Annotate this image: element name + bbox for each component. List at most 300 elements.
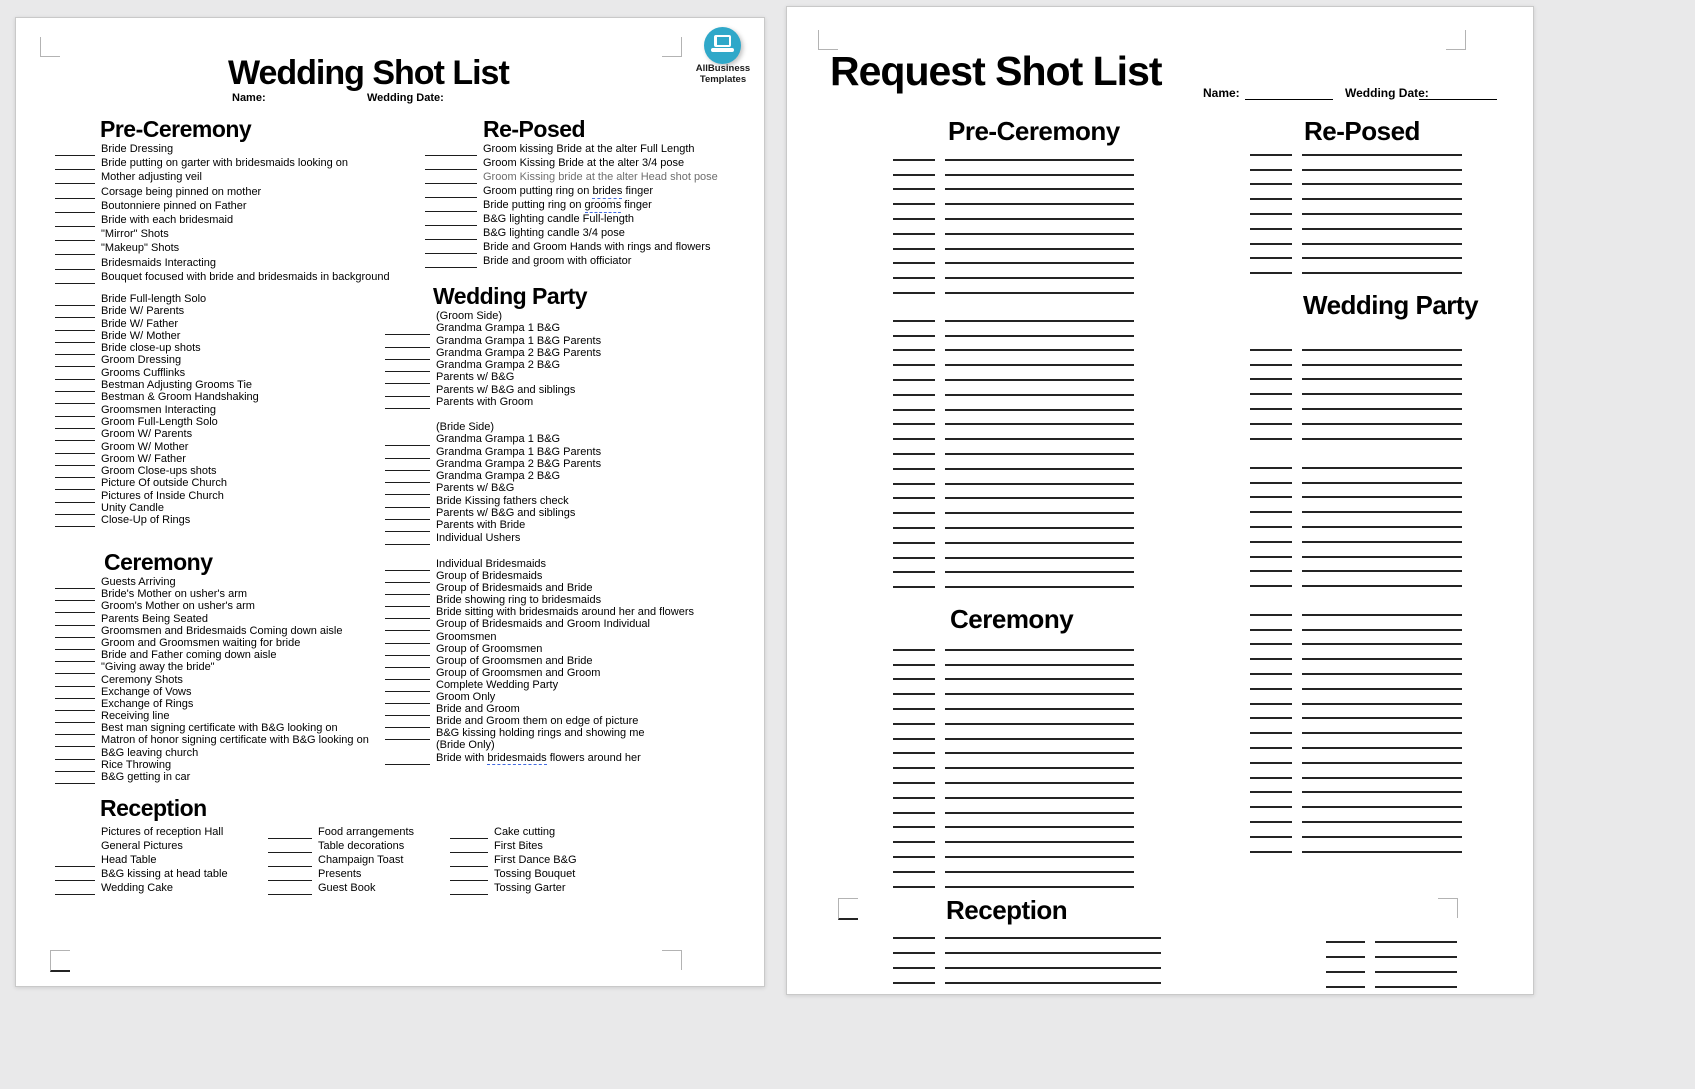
checklist-item-label: Parents w/ B&G <box>436 371 515 384</box>
write-in-blank-line <box>945 540 1134 544</box>
write-in-blank-line <box>1375 984 1457 988</box>
check-blank-line <box>893 691 935 695</box>
checklist-item-label: Groom Kissing Bride at the alter 3/4 pose <box>483 157 685 169</box>
check-blank-line <box>893 525 935 529</box>
check-blank-line <box>1250 347 1292 351</box>
checklist-item-label: Groom W/ Mother <box>101 440 189 453</box>
check-blank-line <box>425 196 477 198</box>
write-in-blank-line <box>945 691 1134 695</box>
blank-row <box>893 651 1134 666</box>
check-blank-line <box>55 758 95 760</box>
check-blank-line <box>1250 760 1292 764</box>
checklist-item-label: Bride putting ring on grooms finger <box>483 199 652 211</box>
blank-row <box>1326 958 1457 973</box>
blank-row <box>1250 572 1462 587</box>
re-posed-list <box>425 144 718 270</box>
blank-row <box>893 381 1134 396</box>
write-in-blank-line <box>1302 671 1462 675</box>
checklist-row <box>268 883 414 897</box>
checklist-item-label: Bride showing ring to bridesmaids <box>436 594 602 607</box>
checklist-item-label: Guest Book <box>318 882 376 894</box>
check-blank-line <box>893 980 935 984</box>
text-boundary-mark <box>662 37 682 57</box>
write-in-blank-line <box>945 172 1134 176</box>
blank-row <box>893 337 1134 352</box>
laptop-icon <box>714 35 731 47</box>
blank-row <box>1250 660 1462 675</box>
checklist-row <box>385 372 601 384</box>
write-in-blank-line <box>1302 656 1462 660</box>
checklist-item-label: Parents w/ B&G and siblings <box>436 383 576 396</box>
write-in-blank-line <box>1302 494 1462 498</box>
check-blank-line <box>893 950 935 954</box>
check-blank-line <box>385 543 430 545</box>
checklist-item-label: Bride with bridesmaids flowers around her <box>436 751 641 764</box>
check-blank-line <box>893 172 935 176</box>
checklist-item-label: Grooms Cufflinks <box>101 366 186 379</box>
blank-row <box>1250 690 1462 705</box>
check-blank-line <box>425 238 477 240</box>
check-blank-line <box>893 584 935 588</box>
checklist-item-label: Groomsmen <box>436 630 497 643</box>
check-blank-line <box>425 154 477 156</box>
blank-row <box>893 636 1134 651</box>
check-blank-line <box>1250 701 1292 705</box>
write-in-blank-line <box>1302 760 1462 764</box>
check-blank-line <box>425 252 477 254</box>
check-blank-line <box>893 318 935 322</box>
blank-row <box>893 440 1134 455</box>
blank-row <box>893 710 1134 725</box>
write-in-blank-line <box>1302 686 1462 690</box>
checklist-item-label: Parents Being Seated <box>101 612 209 625</box>
blank-row <box>1326 928 1457 943</box>
blank-row <box>893 396 1134 411</box>
blank-row <box>893 176 1134 191</box>
checklist-item-label: B&G lighting candle Full-length <box>483 213 635 225</box>
write-in-blank-line <box>945 854 1134 858</box>
section-header-reception: Reception <box>946 895 1068 925</box>
write-in-blank-line <box>1302 480 1462 484</box>
blank-row <box>893 205 1134 220</box>
checklist-row <box>425 186 718 200</box>
checklist-row <box>55 158 390 172</box>
check-blank-line <box>450 865 488 867</box>
checklist-item-label: Pictures of Inside Church <box>101 489 224 502</box>
check-blank-line <box>55 402 95 404</box>
wedding-date-label: Wedding Date: <box>1345 86 1429 100</box>
blank-row <box>1250 141 1462 156</box>
check-blank-line <box>385 702 430 704</box>
checklist-item-label: Head Table <box>101 854 157 866</box>
write-in-blank-line <box>1302 391 1462 395</box>
checklist-item-label: Group of Bridesmaids and Groom Individual <box>436 618 650 631</box>
blank-row <box>893 559 1134 574</box>
check-blank-line <box>385 726 430 728</box>
checklist-row <box>55 187 390 201</box>
checklist-item-label: Ceremony Shots <box>101 673 183 686</box>
write-in-blank-line <box>945 186 1134 190</box>
text-boundary-mark <box>1438 898 1458 918</box>
checklist-row <box>55 201 390 215</box>
check-blank-line <box>893 569 935 573</box>
blank-row <box>893 924 1161 939</box>
checklist-item-label: B&G lighting candle 3/4 pose <box>483 227 625 239</box>
check-blank-line <box>1250 834 1292 838</box>
blank-block-wedding-party-3 <box>1250 601 1462 853</box>
name-label: Name: <box>1203 86 1240 100</box>
checklist-item-label: Groom's Mother on usher's arm <box>101 600 255 613</box>
text-boundary-mark <box>818 30 838 50</box>
checklist-row <box>55 258 390 272</box>
write-in-blank-line <box>1302 255 1462 259</box>
checklist-item-label: Close-Up of Rings <box>101 514 191 527</box>
write-in-blank-line <box>945 584 1134 588</box>
checklist-item-label: Grandma Grampa 1 B&G Parents <box>436 334 602 347</box>
check-blank-line <box>55 488 95 490</box>
write-in-blank-line <box>945 407 1134 411</box>
check-blank-line <box>385 714 430 716</box>
checklist-item-label: Table decorations <box>318 840 405 852</box>
write-in-blank-line <box>1302 167 1462 171</box>
blank-row <box>893 725 1134 740</box>
check-blank-line <box>1250 819 1292 823</box>
blank-row <box>1250 245 1462 260</box>
checklist-row <box>425 256 718 270</box>
blank-row <box>1250 543 1462 558</box>
blank-row <box>1250 395 1462 410</box>
write-in-blank-line <box>1302 554 1462 558</box>
blank-block-reception-right <box>1326 928 1457 988</box>
check-blank-line <box>385 593 430 595</box>
blank-row <box>893 235 1134 250</box>
check-blank-line <box>385 382 430 384</box>
blank-block-reception-left <box>893 924 1161 984</box>
check-blank-line <box>1326 939 1365 943</box>
blank-row <box>893 544 1134 559</box>
checklist-item-label: (Groom Side) <box>436 310 503 322</box>
write-in-blank-line <box>945 525 1134 529</box>
check-blank-line <box>1250 241 1292 245</box>
checklist-item-label: Parents w/ B&G and siblings <box>436 507 576 520</box>
write-in-blank-line <box>945 246 1134 250</box>
check-blank-line <box>893 647 935 651</box>
blank-row <box>1250 469 1462 484</box>
check-blank-line <box>1250 612 1292 616</box>
write-in-blank-line <box>945 706 1134 710</box>
checklist-row <box>268 841 414 855</box>
checklist-row <box>385 323 601 335</box>
check-blank-line <box>55 672 95 674</box>
blank-row <box>1250 425 1462 440</box>
blank-row <box>1250 823 1462 838</box>
blank-row <box>1250 351 1462 366</box>
blank-row <box>893 322 1134 337</box>
blank-row <box>893 146 1134 161</box>
wedding-date-label: Wedding Date: <box>367 92 444 104</box>
write-in-blank-line <box>945 362 1134 366</box>
write-in-blank-line <box>945 965 1161 969</box>
check-blank-line <box>55 427 95 429</box>
check-blank-line <box>1250 362 1292 366</box>
checklist-item-label: Bride sitting with bridesmaids around her and flowers <box>436 606 695 619</box>
check-blank-line <box>893 333 935 337</box>
check-blank-line <box>893 231 935 235</box>
checklist-row <box>385 520 601 532</box>
checklist-row <box>450 883 577 897</box>
write-in-blank-line <box>1375 969 1457 973</box>
blank-row <box>1250 734 1462 749</box>
checklist-row <box>55 735 369 747</box>
checklist-item-label: B&G leaving church <box>101 746 199 759</box>
wedding-party-bride-list <box>385 422 601 545</box>
write-in-blank-line <box>945 884 1134 888</box>
checklist-row <box>385 740 694 752</box>
check-blank-line <box>55 611 95 613</box>
check-blank-line <box>893 780 935 784</box>
logo-text: AllBusiness Templates <box>695 63 751 85</box>
checklist-item-label: Groom and Groomsmen waiting for bride <box>101 636 301 649</box>
check-blank-line <box>385 738 430 740</box>
checklist-item-label: Groom Dressing <box>101 354 182 367</box>
write-in-blank-line <box>1302 568 1462 572</box>
section-header-ceremony: Ceremony <box>950 604 1074 634</box>
write-in-blank-line <box>945 216 1134 220</box>
check-blank-line <box>55 329 95 331</box>
write-in-blank-line <box>1302 849 1462 853</box>
check-blank-line <box>385 690 430 692</box>
checklist-item-label: First Bites <box>494 840 543 852</box>
check-blank-line <box>385 481 430 483</box>
blank-row <box>893 264 1134 279</box>
check-blank-line <box>893 736 935 740</box>
blank-row <box>893 366 1134 381</box>
blank-row <box>893 939 1161 954</box>
checklist-item-label: Exchange of Rings <box>101 697 194 710</box>
check-blank-line <box>55 685 95 687</box>
checklist-item-label: "Makeup" Shots <box>101 242 180 255</box>
blank-block-ceremony <box>893 636 1134 888</box>
write-in-blank-line <box>1302 196 1462 200</box>
checklist-item-label: Group of Groomsmen and Bride <box>436 654 593 667</box>
check-blank-line <box>55 415 95 417</box>
check-blank-line <box>1250 583 1292 587</box>
checklist-row <box>55 515 259 527</box>
check-blank-line <box>55 390 95 392</box>
check-blank-line <box>55 268 95 270</box>
check-blank-line <box>385 493 430 495</box>
write-in-blank-line <box>945 333 1134 337</box>
checklist-item-label: Matron of honor signing certificate with B&G looking on <box>101 734 369 747</box>
write-in-blank-line <box>1302 789 1462 793</box>
check-blank-line <box>1250 568 1292 572</box>
checklist-row <box>385 397 601 409</box>
blank-row <box>893 250 1134 265</box>
checklist-row <box>55 215 390 229</box>
check-blank-line <box>1250 211 1292 215</box>
check-blank-line <box>1250 196 1292 200</box>
checklist-row <box>425 214 718 228</box>
check-blank-line <box>385 530 430 532</box>
blank-row <box>1326 973 1457 988</box>
checklist-item-label: Parents w/ B&G <box>436 482 515 495</box>
section-header-re-posed: Re-Posed <box>483 116 586 142</box>
write-in-blank-line <box>945 466 1134 470</box>
blank-row <box>893 307 1134 322</box>
checklist-item-label: B&G getting in car <box>101 771 191 783</box>
check-blank-line <box>55 182 95 184</box>
write-in-blank-line <box>945 980 1161 984</box>
blank-row <box>1250 454 1462 469</box>
check-blank-line <box>893 246 935 250</box>
checklist-item-label: Bride Full-length Solo <box>101 293 207 305</box>
check-blank-line <box>425 182 477 184</box>
check-blank-line <box>385 518 430 520</box>
blank-row <box>893 425 1134 440</box>
check-blank-line <box>55 464 95 466</box>
check-blank-line <box>1250 627 1292 631</box>
ceremony-list <box>55 577 369 784</box>
check-blank-line <box>385 506 430 508</box>
write-in-blank-line <box>1302 152 1462 156</box>
blank-row <box>893 411 1134 426</box>
check-blank-line <box>893 540 935 544</box>
check-blank-line <box>893 810 935 814</box>
check-blank-line <box>55 225 95 227</box>
check-blank-line <box>55 587 95 589</box>
check-blank-line <box>385 581 430 583</box>
check-blank-line <box>893 392 935 396</box>
blank-row <box>1250 259 1462 274</box>
write-in-blank-line <box>1302 745 1462 749</box>
checklist-row <box>385 728 694 740</box>
check-blank-line <box>385 469 430 471</box>
checklist-item-label: Bride and Groom Hands with rings and flowers <box>483 241 711 253</box>
check-blank-line <box>1326 984 1365 988</box>
check-blank-line <box>55 154 95 156</box>
checklist-item-label: Bride close-up shots <box>101 342 201 355</box>
checklist-item-label: Cake cutting <box>494 826 556 838</box>
check-blank-line <box>385 358 430 360</box>
checklist-item-label: Bride and Groom <box>436 703 520 716</box>
check-blank-line <box>893 436 935 440</box>
check-blank-line <box>55 316 95 318</box>
check-blank-line <box>55 770 95 772</box>
checklist-item-label: Receiving line <box>101 710 170 723</box>
checklist-item-label: Groom kissing Bride at the alter Full Length <box>483 143 695 155</box>
checklist-row <box>268 827 414 841</box>
checklist-row <box>55 392 259 404</box>
section-header-wedding-party: Wedding Party <box>1303 290 1479 320</box>
blank-row <box>893 799 1134 814</box>
wedding-date-fill-line <box>1419 98 1497 100</box>
check-blank-line <box>893 466 935 470</box>
checklist-item-label: Bride W/ Parents <box>101 305 185 318</box>
blank-row <box>893 769 1134 784</box>
checklist-item-label: Bride W/ Father <box>101 317 179 330</box>
check-blank-line <box>1250 686 1292 690</box>
check-blank-line <box>385 444 430 446</box>
write-in-blank-line <box>1302 181 1462 185</box>
check-blank-line <box>1250 376 1292 380</box>
check-blank-line <box>1250 167 1292 171</box>
write-in-blank-line <box>945 421 1134 425</box>
check-blank-line <box>55 624 95 626</box>
blank-row <box>1250 838 1462 853</box>
write-in-blank-line <box>1302 226 1462 230</box>
blank-row <box>893 514 1134 529</box>
checklist-item-label: B&G kissing at head table <box>101 868 228 880</box>
check-blank-line <box>893 721 935 725</box>
check-blank-line <box>893 275 935 279</box>
checklist-row <box>55 229 390 243</box>
checklist-row <box>450 841 577 855</box>
write-in-blank-line <box>1302 270 1462 274</box>
check-blank-line <box>1250 406 1292 410</box>
blank-row <box>893 843 1134 858</box>
check-blank-line <box>425 266 477 268</box>
checklist-item-label: Food arrangements <box>318 826 414 838</box>
blank-row <box>893 455 1134 470</box>
checklist-row <box>55 662 369 674</box>
write-in-blank-line <box>945 347 1134 351</box>
check-blank-line <box>1250 181 1292 185</box>
check-blank-line <box>55 501 95 503</box>
blank-row <box>893 499 1134 514</box>
blank-row <box>893 858 1134 873</box>
check-blank-line <box>1250 730 1292 734</box>
checklist-row <box>385 680 694 692</box>
check-blank-line <box>268 837 312 839</box>
blank-block-pre-ceremony-2 <box>893 307 1134 588</box>
check-blank-line <box>1250 152 1292 156</box>
checklist-item-label: Grandma Grampa 2 B&G Parents <box>436 346 602 359</box>
check-blank-line <box>385 569 430 571</box>
blank-row <box>1250 185 1462 200</box>
check-blank-line <box>55 513 95 515</box>
check-blank-line <box>450 893 488 895</box>
check-blank-line <box>1250 554 1292 558</box>
checklist-row <box>425 228 718 242</box>
blank-row <box>893 666 1134 681</box>
checklist-row <box>55 675 369 687</box>
check-blank-line <box>1250 524 1292 528</box>
check-blank-line <box>1250 465 1292 469</box>
checklist-row <box>268 869 414 883</box>
blank-row <box>1250 705 1462 720</box>
write-in-blank-line <box>945 662 1134 666</box>
check-blank-line <box>893 157 935 161</box>
check-blank-line <box>385 629 430 631</box>
spellcheck-underlined-word: grooms <box>584 199 622 211</box>
blank-row <box>893 279 1134 294</box>
checklist-row <box>55 478 259 490</box>
checklist-item-label: Grandma Grampa 1 B&G <box>436 322 561 335</box>
check-blank-line <box>893 795 935 799</box>
blank-row <box>1250 336 1462 351</box>
checklist-item-label: Group of Groomsmen <box>436 642 543 655</box>
check-blank-line <box>1250 671 1292 675</box>
check-blank-line <box>1250 715 1292 719</box>
checklist-item-label: Groomsmen Interacting <box>101 403 216 416</box>
checklist-item-label: Exchange of Vows <box>101 685 192 698</box>
checklist-row <box>55 243 390 257</box>
check-blank-line <box>55 733 95 735</box>
name-fill-line <box>1245 98 1333 100</box>
write-in-blank-line <box>1375 939 1457 943</box>
checklist-row <box>55 601 369 613</box>
check-blank-line <box>1250 641 1292 645</box>
